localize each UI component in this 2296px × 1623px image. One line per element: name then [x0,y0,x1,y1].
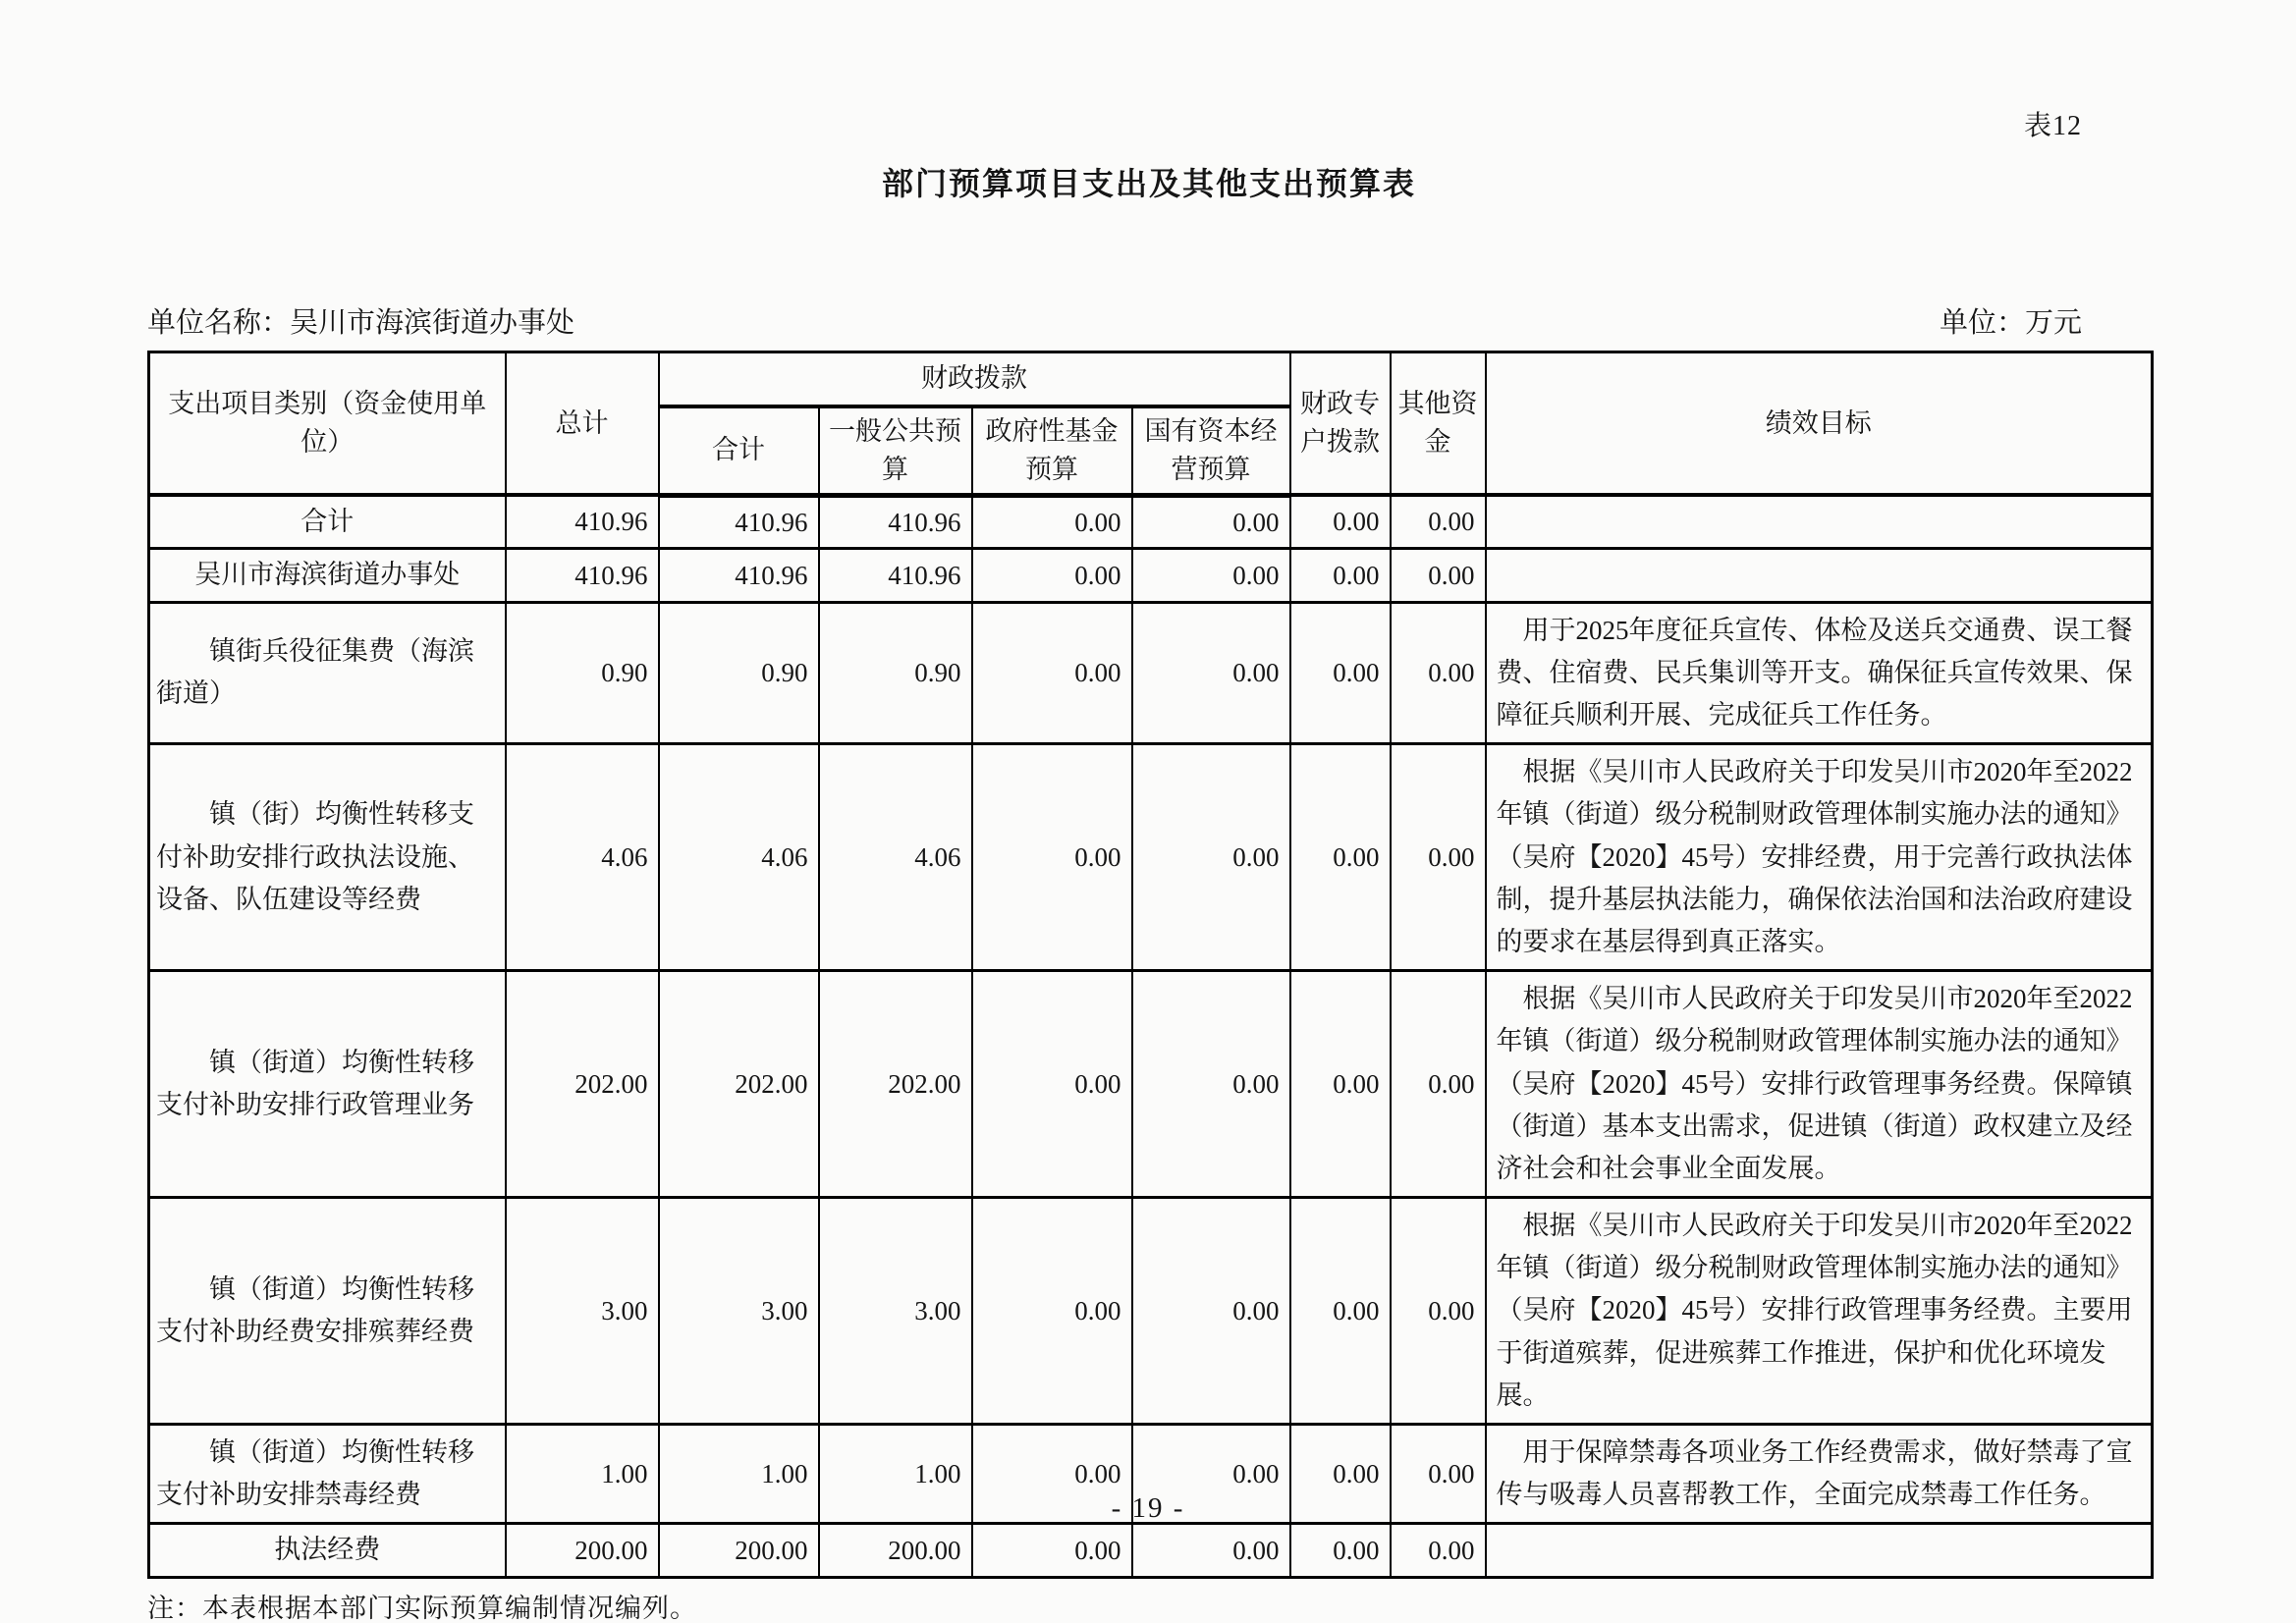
row-category: 镇（街道）均衡性转移支付补助经费安排殡葬经费 [149,1198,506,1425]
unit-name-label: 单位名称：吴川市海滨街道办事处 [147,307,575,339]
currency-unit-label: 单位：万元 [1939,307,2082,339]
cell-other-funds: 0.00 [1391,1425,1486,1524]
table-footnote: 注：本表根据本部门实际预算编制情况编列。 [147,1593,697,1623]
table-row [149,1198,2153,1425]
cell-total: 410.96 [506,549,659,602]
cell-state-capital: 0.00 [1132,495,1290,549]
cell-state-capital: 0.00 [1132,549,1290,602]
cell-performance-target: 根据《吴川市人民政府关于印发吴川市2020年至2022年镇（街道）级分税制财政管理体制实施办法的通知》（吴府【2020】45号）安排行政管理事务经费。主要用于街道殡葬，促进殡葬工作推进，保护和优化环境发展。 [1486,1198,2153,1425]
table-row [149,1524,2153,1577]
cell-gov-fund: 0.00 [972,549,1132,602]
header-general-public-budget: 一般公共预算 [819,406,972,496]
cell-other-funds: 0.00 [1391,744,1486,971]
row-category: 执法经费 [149,1524,506,1577]
cell-other-funds: 0.00 [1391,549,1486,602]
header-state-capital-budget: 国有资本经营预算 [1132,406,1290,496]
cell-total: 410.96 [506,495,659,549]
cell-special-account: 0.00 [1290,1425,1391,1524]
header-other-funds: 其他资金 [1391,352,1486,496]
cell-state-capital: 0.00 [1132,1425,1290,1524]
table-meta-row [147,300,2151,341]
cell-general-public: 0.90 [819,602,972,744]
cell-general-public: 1.00 [819,1425,972,1524]
cell-special-account: 0.00 [1290,744,1391,971]
cell-fiscal-subtotal: 202.00 [659,971,819,1198]
cell-total: 0.90 [506,602,659,744]
cell-other-funds: 0.00 [1391,602,1486,744]
cell-gov-fund: 0.00 [972,1524,1132,1577]
row-category: 镇（街）均衡性转移支付补助安排行政执法设施、设备、队伍建设等经费 [149,744,506,971]
cell-other-funds: 0.00 [1391,971,1486,1198]
cell-fiscal-subtotal: 410.96 [659,495,819,549]
cell-general-public: 3.00 [819,1198,972,1425]
cell-special-account: 0.00 [1290,1198,1391,1425]
cell-gov-fund: 0.00 [972,495,1132,549]
cell-other-funds: 0.00 [1391,495,1486,549]
cell-fiscal-subtotal: 0.90 [659,602,819,744]
table-row [149,602,2153,744]
cell-fiscal-subtotal: 4.06 [659,744,819,971]
cell-general-public: 410.96 [819,495,972,549]
cell-other-funds: 0.00 [1391,1198,1486,1425]
cell-special-account: 0.00 [1290,1524,1391,1577]
cell-gov-fund: 0.00 [972,744,1132,971]
row-category: 镇街兵役征集费（海滨街道） [149,602,506,744]
cell-gov-fund: 0.00 [972,971,1132,1198]
header-fiscal-subtotal: 合计 [659,406,819,496]
cell-performance-target [1486,495,2153,549]
header-category: 支出项目类别（资金使用单位） [149,352,506,496]
cell-total: 202.00 [506,971,659,1198]
table-row [149,971,2153,1198]
page-number: - 19 - [1111,1492,1185,1524]
cell-performance-target [1486,1524,2153,1577]
cell-general-public: 202.00 [819,971,972,1198]
cell-special-account: 0.00 [1290,602,1391,744]
cell-fiscal-subtotal: 410.96 [659,549,819,602]
row-category: 合计 [149,495,506,549]
page-title: 部门预算项目支出及其他支出预算表 [881,166,1416,201]
cell-total: 3.00 [506,1198,659,1425]
cell-state-capital: 0.00 [1132,971,1290,1198]
row-category: 镇（街道）均衡性转移支付补助安排禁毒经费 [149,1425,506,1524]
table-row [149,495,2153,549]
table-row [149,549,2153,602]
cell-gov-fund: 0.00 [972,602,1132,744]
header-performance-target: 绩效目标 [1486,352,2153,496]
row-category: 镇（街道）均衡性转移支付补助安排行政管理业务 [149,971,506,1198]
cell-performance-target: 根据《吴川市人民政府关于印发吴川市2020年至2022年镇（街道）级分税制财政管理体制实施办法的通知》（吴府【2020】45号）安排经费，用于完善行政执法体制，提升基层执法能力，确保依法治国和法治政府建设的要求在基层得到真正落实。 [1486,744,2153,971]
cell-other-funds: 0.00 [1391,1524,1486,1577]
header-gov-fund-budget: 政府性基金预算 [972,406,1132,496]
cell-general-public: 4.06 [819,744,972,971]
cell-state-capital: 0.00 [1132,602,1290,744]
cell-performance-target: 用于2025年度征兵宣传、体检及送兵交通费、误工餐费、住宿费、民兵集训等开支。确保征兵宣传效果、保障征兵顺利开展、完成征兵工作任务。 [1486,602,2153,744]
cell-special-account: 0.00 [1290,971,1391,1198]
cell-gov-fund: 0.00 [972,1425,1132,1524]
header-row-group [149,352,2153,406]
budget-table [147,351,2154,1579]
cell-total: 4.06 [506,744,659,971]
cell-state-capital: 0.00 [1132,744,1290,971]
cell-special-account: 0.00 [1290,549,1391,602]
header-total: 总计 [506,352,659,496]
cell-fiscal-subtotal: 3.00 [659,1198,819,1425]
cell-general-public: 410.96 [819,549,972,602]
cell-performance-target [1486,549,2153,602]
cell-performance-target: 用于保障禁毒各项业务工作经费需求，做好禁毒了宣传与吸毒人员喜帮教工作，全面完成禁毒工作任务。 [1486,1425,2153,1524]
header-special-account: 财政专户拨款 [1290,352,1391,496]
cell-fiscal-subtotal: 1.00 [659,1425,819,1524]
table-row [149,744,2153,971]
cell-state-capital: 0.00 [1132,1198,1290,1425]
header-fiscal-appropriation-group: 财政拨款 [659,352,1290,406]
cell-performance-target: 根据《吴川市人民政府关于印发吴川市2020年至2022年镇（街道）级分税制财政管理体制实施办法的通知》（吴府【2020】45号）安排行政管理事务经费。保障镇（街道）基本支出需求，促进镇（街道）政权建立及经济社会和社会事业全面发展。 [1486,971,2153,1198]
table-number-tag: 表12 [2023,111,2082,141]
cell-state-capital: 0.00 [1132,1524,1290,1577]
cell-total: 200.00 [506,1524,659,1577]
page-content [147,0,2151,1623]
cell-gov-fund: 0.00 [972,1198,1132,1425]
row-category: 吴川市海滨街道办事处 [149,549,506,602]
cell-special-account: 0.00 [1290,495,1391,549]
cell-total: 1.00 [506,1425,659,1524]
cell-fiscal-subtotal: 200.00 [659,1524,819,1577]
cell-general-public: 200.00 [819,1524,972,1577]
